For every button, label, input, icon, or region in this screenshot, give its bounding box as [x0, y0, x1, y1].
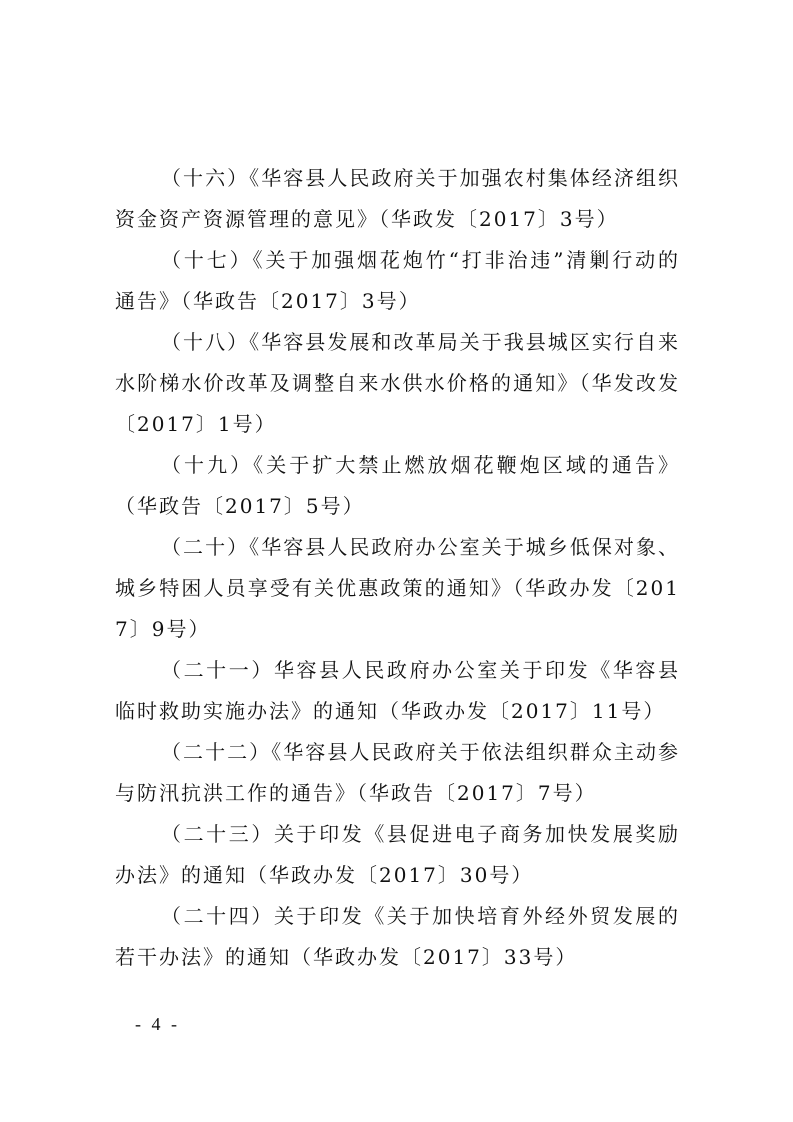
list-item: （二十三）关于印发《县促进电子商务加快发展奖励办法》的通知（华政办发〔2017〕30号） — [115, 822, 680, 887]
list-item: （十六）《华容县人民政府关于加强农村集体经济组织资金资产资源管理的意见》（华政发〔2017〕3号） — [115, 166, 680, 231]
page-number: - 4 - — [135, 1014, 180, 1034]
list-item: （二十二）《华容县人民政府关于依法组织群众主动参与防汛抗洪工作的通告》（华政告〔2017〕7号） — [115, 740, 680, 805]
list-item: （十九）《关于扩大禁止燃放烟花鞭炮区域的通告》（华政告〔2017〕5号） — [115, 453, 680, 518]
list-item: （十七）《关于加强烟花炮竹“打非治违”清剿行动的通告》（华政告〔2017〕3号） — [115, 248, 680, 313]
list-item: （十八）《华容县发展和改革局关于我县城区实行自来水阶梯水价改革及调整自来水供水价格的通知》（华发改发〔2017〕1号） — [115, 330, 680, 436]
document-body — [115, 158, 680, 978]
list-item: （二十）《华容县人民政府办公室关于城乡低保对象、城乡特困人员享受有关优惠政策的通知》（华政办发〔2017〕9号） — [115, 535, 680, 641]
list-item: （二十四）关于印发《关于加快培育外经外贸发展的若干办法》的通知（华政办发〔2017〕33号） — [115, 904, 680, 969]
list-item: （二十一）华容县人民政府办公室关于印发《华容县临时救助实施办法》的通知（华政办发〔2017〕11号） — [115, 658, 680, 723]
